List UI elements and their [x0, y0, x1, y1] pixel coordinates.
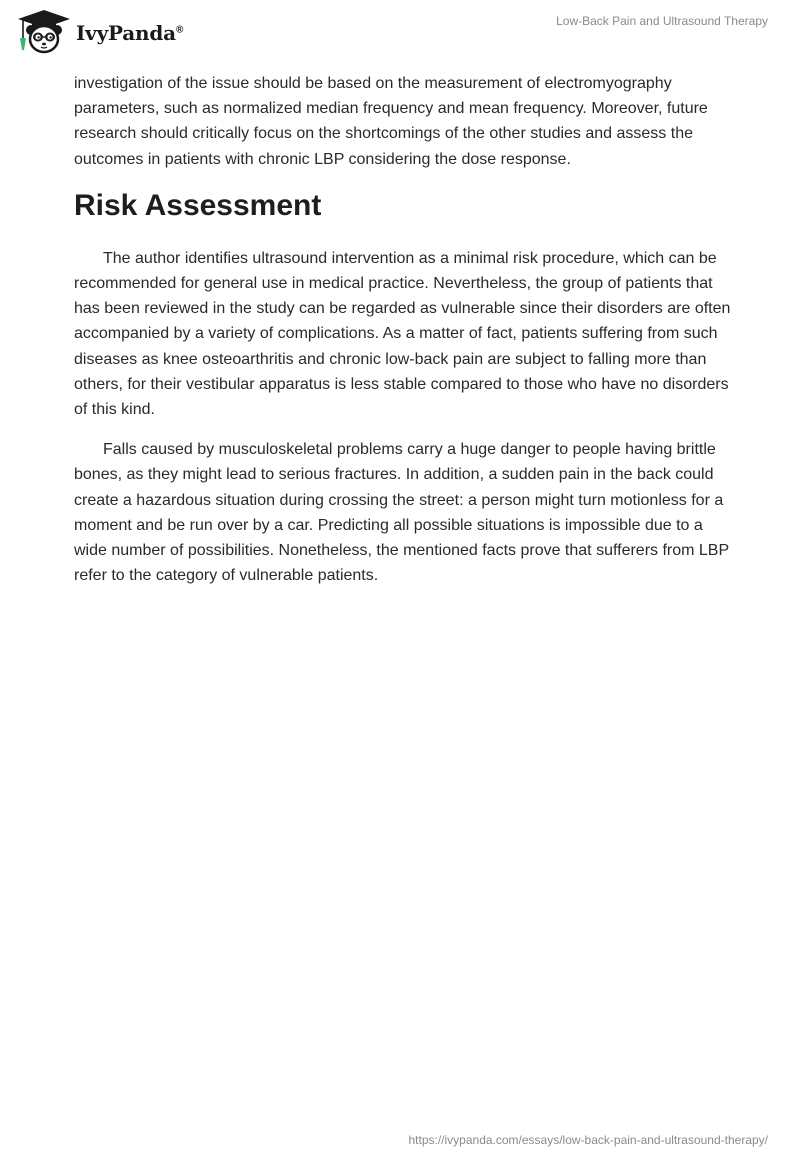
source-url[interactable]: https://ivypanda.com/essays/low-back-pain-and-ultrasound-therapy/	[408, 1133, 768, 1147]
essay-content	[74, 71, 734, 588]
brand-name: IvyPanda®	[76, 21, 184, 45]
intro-paragraph: investigation of the issue should be based on the measurement of electromyography parameters, such as normalized median frequency and mean frequency. Moreover, future research should critically focus on the shortcomings of the other studies and assess the outcomes in patients with chronic LBP considering the dose response.	[74, 75, 708, 168]
site-logo[interactable]	[14, 8, 183, 56]
running-title: Low-Back Pain and Ultrasound Therapy	[556, 14, 768, 28]
panda-graduate-icon	[14, 8, 74, 56]
section-heading: Risk Assessment	[74, 188, 322, 222]
registered-mark: ®	[175, 24, 184, 36]
body-paragraph: The author identifies ultrasound intervention as a minimal risk procedure, which can be recommended for general use in medical practice. Nevertheless, the group of patients that has been reviewed in the study can be regarded as vulnerable since their disorders are often accompanied by a variety of complications. As a matter of fact, patients suffering from such diseases as knee osteoarthritis and chronic low-back pain are subject to falling more than others, for their vestibular apparatus is less stable compared to those who have no disorders of this kind.	[74, 249, 731, 419]
body-paragraph: Falls caused by musculoskeletal problems carry a huge danger to people having brittle bones, as they might lead to serious fractures. In addition, a sudden pain in the back could create a hazardous situation during crossing the street: a person might turn motionless for a moment and be run over by a car. Predicting all possible situations is impossible due to a wide number of possibilities. Nonetheless, the mentioned facts prove that sufferers from LBP refer to the category of vulnerable patients.	[74, 441, 729, 585]
